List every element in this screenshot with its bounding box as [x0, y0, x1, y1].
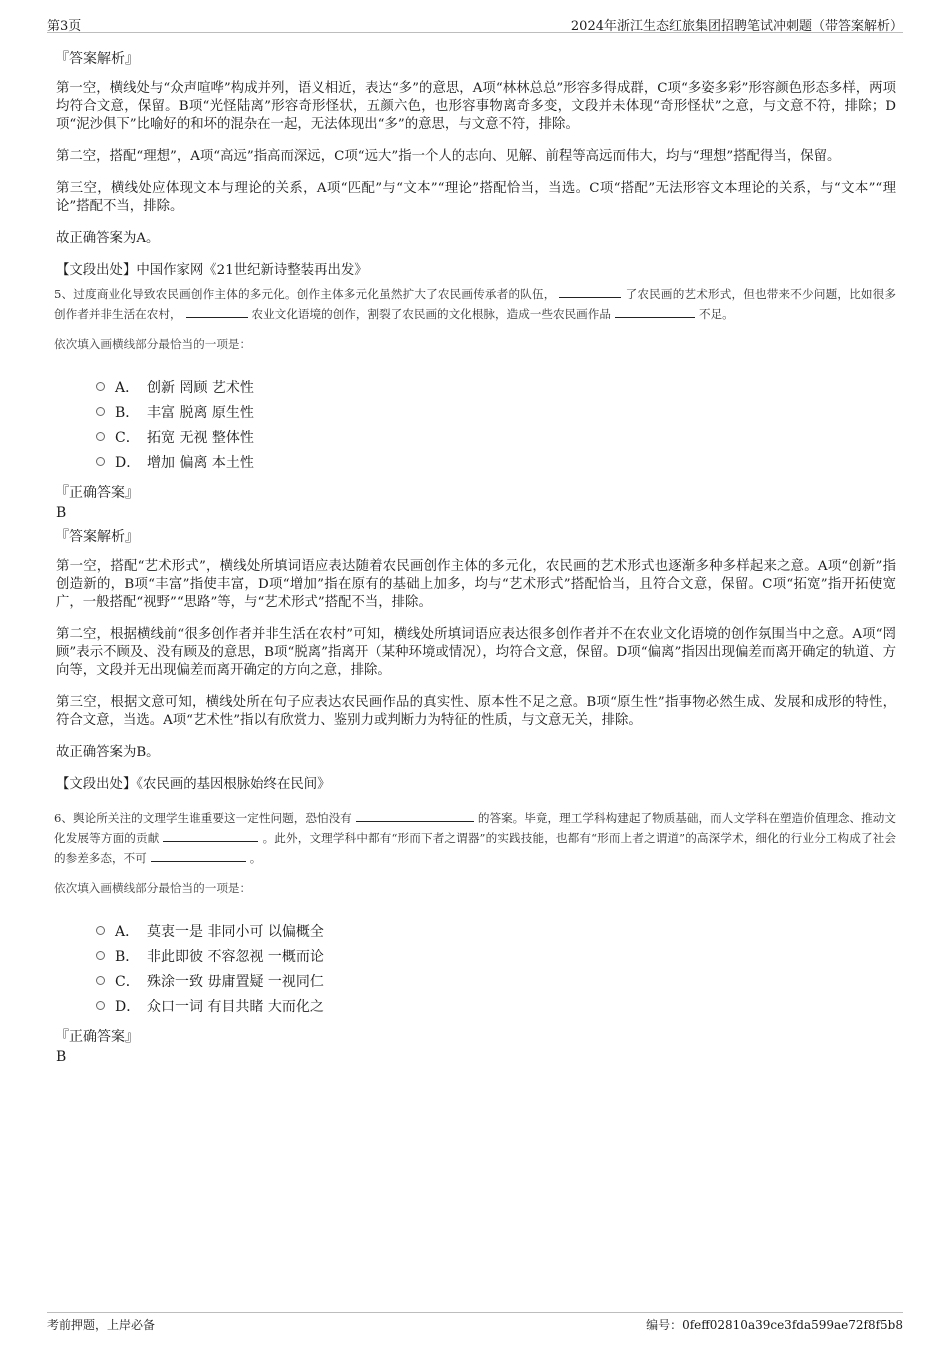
page-number: 第3页 — [47, 19, 82, 34]
correct-answer-label: 『正确答案』 — [55, 485, 139, 501]
question-instruction: 依次填入画横线部分最恰当的一项是： — [54, 881, 252, 895]
analysis-paragraph: 第二空，根据横线前“很多创作者并非生活在农村”可知，横线处所填词语应表达很多创作者并不在农业文化语境的创作氛围当中之意。A项“罔顾”表示不顾及、没有顾及的意思，B项“脱离”指离开（某种环境或情况），均符合文意，保留。D项“偏离”指因出现偏差而离开确定的轨道、方向等，文段并无出现偏差而离开确定的方向之意，排除。 — [56, 627, 896, 678]
analysis-paragraph: 第三空，根据文意可知，横线处所在句子应表达农民画作品的真实性、原本性不足之意。B项“原生性”指事物必然生成、发展和成形的特性，符合文意，当选。A项“艺术性”指以有欣赏力、鉴别力或判断力为特征的性质，与文意无关，排除。 — [56, 695, 896, 728]
radio-button[interactable] — [96, 926, 105, 935]
question-instruction: 依次填入画横线部分最恰当的一项是： — [54, 337, 252, 351]
question-5-stem: 5、过度商业化导致农民画创作主体的多元化。创作主体多元化虽然扩大了农民画传承者的队伍， 了农民画的艺术形式，但也带来不少问题，比如很多创作者并非生活在农村， 农业文化语境的创作，割裂了农民画的文化根脉，造成一些农民画作品 不足。 — [54, 287, 896, 321]
page-header — [47, 12, 903, 33]
option-c[interactable]: C． 拓宽 无视 整体性 — [96, 424, 896, 449]
analysis-paragraph: 第一空，搭配“艺术形式”，横线处所填词语应表达随着农民画创作主体的多元化，农民画的艺术形式也逐渐多种多样起来之意。A项“创新”指创造新的，B项“丰富”指使丰富，D项“增加”指在原有的基础上加多，均与“艺术形式”搭配恰当，且符合文意，保留。C项“拓宽”指开拓使宽广，一般搭配“视野”“思路”等，与“艺术形式”搭配不当，排除。 — [56, 559, 896, 610]
radio-button[interactable] — [96, 407, 105, 416]
correct-answer-statement: 故正确答案为B。 — [56, 745, 160, 760]
document-title: 2024年浙江生态红旅集团招聘笔试冲刺题（带答案解析） — [570, 19, 903, 34]
option-d[interactable]: D． 增加 偏离 本土性 — [96, 449, 896, 474]
radio-button[interactable] — [96, 976, 105, 985]
blank-2 — [163, 830, 258, 842]
option-d[interactable]: D． 众口一词 有目共睹 大而化之 — [96, 993, 896, 1018]
correct-answer-label: 『正确答案』 — [55, 1029, 139, 1045]
radio-button[interactable] — [96, 951, 105, 960]
blank-1 — [356, 810, 474, 822]
option-c[interactable]: C． 殊涂一致 毋庸置疑 一视同仁 — [96, 968, 896, 993]
blank-1 — [559, 286, 621, 298]
blank-2 — [186, 306, 248, 318]
analysis-label: 『答案解析』 — [55, 51, 139, 67]
page-content — [56, 50, 896, 1072]
passage-source: 【文段出处】《农民画的基因根脉始终在民间》 — [56, 777, 331, 792]
radio-button[interactable] — [96, 432, 105, 441]
analysis-paragraph: 第三空，横线处应体现文本与理论的关系，A项“匹配”与“文本”“理论”搭配恰当，当选。C项“搭配”无法形容文本理论的关系，与“文本”“理论”搭配不当，排除。 — [56, 181, 896, 214]
correct-answer: B — [56, 1049, 67, 1065]
blank-3 — [151, 850, 246, 862]
page-footer — [47, 1312, 903, 1335]
option-a[interactable]: A． 莫衷一是 非同小可 以偏概全 — [96, 918, 896, 943]
question-5-options — [96, 374, 896, 474]
radio-button[interactable] — [96, 382, 105, 391]
analysis-label: 『答案解析』 — [55, 529, 139, 545]
analysis-paragraph: 第一空，横线处与“众声喧哗”构成并列，语义相近，表达“多”的意思，A项“林林总总”形容多得成群，C项“多姿多彩”形容颜色形态多样，两项均符合文意，保留。B项“光怪陆离”形容奇形怪状，五颜六色，也形容事物离奇多变，文段并未体现“奇形怪状”之意，与文意不符，排除；D项“泥沙俱下”比喻好的和坏的混杂在一起，无法体现出“多”的意思，与文意不符，排除。 — [56, 81, 896, 132]
radio-button[interactable] — [96, 457, 105, 466]
question-6-stem: 6、舆论所关注的文理学生谁重要这一定性问题，恐怕没有 的答案。毕竟，理工学科构建起了物质基础，而人文学科在塑造价值理念、推动文化发展等方面的贡献 。此外，文理学科中都有“形而下者之谓器”的实践技能，也都有“形而上者之谓道”的高深学术，细化的行业分工构成了社会的参差多态，不可 。 — [54, 811, 896, 865]
radio-button[interactable] — [96, 1001, 105, 1010]
analysis-paragraph: 第二空，搭配“理想”，A项“高远”指高而深远，C项“远大”指一个人的志向、见解、前程等高远而伟大，均与“理想”搭配得当，保留。 — [56, 149, 841, 164]
document-code: 编号：0feff02810a39ce3fda599ae72f8f5b8 — [646, 1318, 903, 1332]
blank-3 — [615, 306, 695, 318]
correct-answer-statement: 故正确答案为A。 — [56, 231, 160, 246]
question-6-options — [96, 918, 896, 1018]
passage-source: 【文段出处】中国作家网《21世纪新诗整装再出发》 — [56, 263, 368, 278]
footer-slogan: 考前押题，上岸必备 — [47, 1318, 156, 1332]
option-a[interactable]: A． 创新 罔顾 艺术性 — [96, 374, 896, 399]
option-b[interactable]: B． 非此即彼 不容忽视 一概而论 — [96, 943, 896, 968]
option-b[interactable]: B． 丰富 脱离 原生性 — [96, 399, 896, 424]
correct-answer: B — [56, 505, 67, 521]
